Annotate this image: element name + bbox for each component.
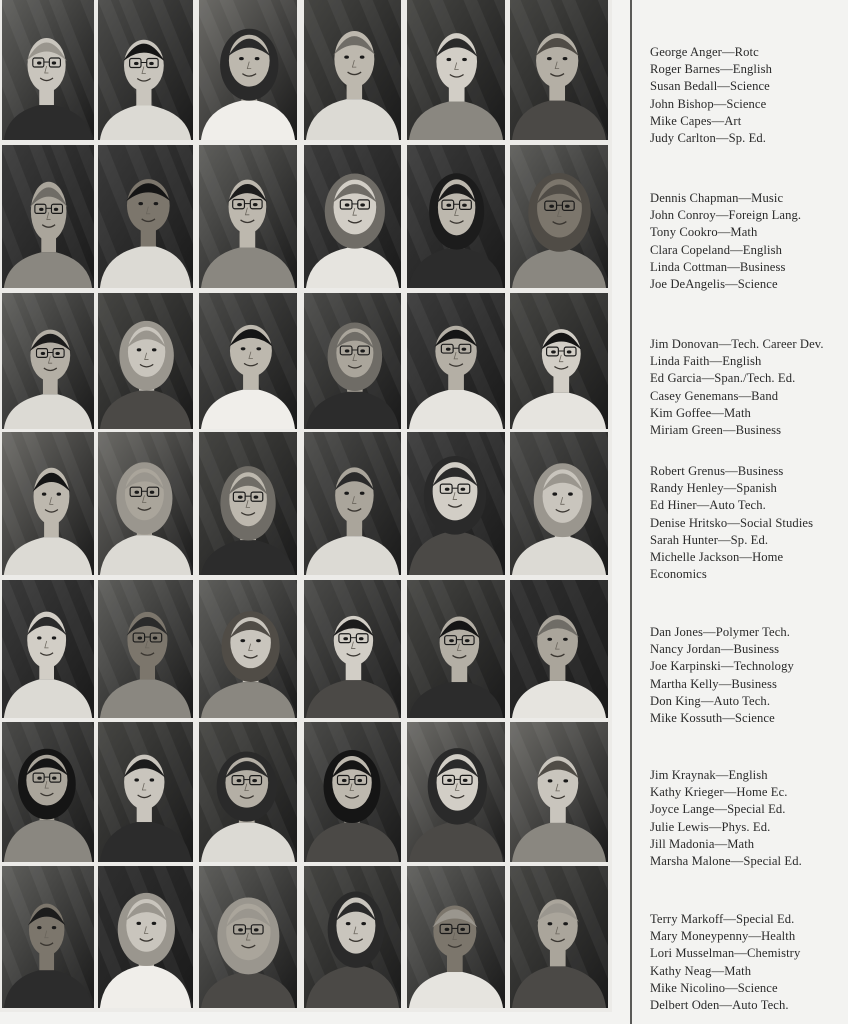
faculty-name-entry: Sarah Hunter—Sp. Ed. [650,532,769,547]
faculty-name-entry: Don King—Auto Tech. [650,693,771,708]
faculty-name-entry: Roger Barnes—English [650,62,772,77]
faculty-name-entry: Joyce Lange—Special Ed. [650,802,786,817]
faculty-portrait-photo [304,580,401,718]
faculty-portrait-photo [98,0,193,140]
faculty-name-entry: Jim Donovan—Tech. Career Dev. [650,337,824,351]
faculty-name-entry: Kathy Neag—Math [650,963,752,978]
faculty-portrait-photo [2,580,94,718]
faculty-name-entry: Clara Copeland—English [650,242,782,257]
faculty-portrait-photo [2,293,94,429]
faculty-name-entry: Denise Hritsko—Social Studies [650,515,814,530]
faculty-name-entry: Kim Goffee—Math [650,405,751,420]
faculty-portrait-photo [98,293,193,429]
faculty-name-entry: Mike Kossuth—Science [650,711,775,726]
faculty-portrait-photo [407,722,505,862]
faculty-name-entry: Jim Kraynak—English [650,768,768,782]
name-group-row-3 [650,336,848,439]
faculty-portrait-photo [304,722,401,862]
faculty-name-entry: George Anger—Rotc [650,45,759,59]
faculty-portrait-photo [510,432,608,575]
faculty-portrait-photo [2,866,94,1008]
faculty-portrait-photo [199,432,297,575]
faculty-name-entry: Miriam Green—Business [650,423,782,438]
faculty-portrait-photo [98,145,193,288]
faculty-name-entry: Terry Markoff—Special Ed. [650,912,795,926]
faculty-portrait-photo [510,580,608,718]
faculty-name-entry: Ed Garcia—Span./Tech. Ed. [650,371,796,386]
faculty-portrait-photo [2,722,94,862]
faculty-name-entry: Mike Nicolino—Science [650,980,778,995]
faculty-portrait-photo [199,0,297,140]
name-group-row-6 [650,767,848,870]
faculty-portrait-photo [304,866,401,1008]
faculty-name-entry: Mary Moneypenny—Health [650,929,796,944]
faculty-portrait-photo [2,0,94,140]
faculty-name-entry: Randy Henley—Spanish [650,481,777,496]
faculty-portrait-photo [304,432,401,575]
faculty-name-entry: Joe Karpinski—Technology [650,659,794,674]
faculty-portrait-photo [510,293,608,429]
faculty-portrait-photo [98,866,193,1008]
name-group-row-4 [650,463,848,583]
faculty-portrait-photo [510,866,608,1008]
name-group-row-5 [650,624,848,727]
faculty-name-entry: Michelle Jackson—Home Economics [650,550,784,582]
faculty-name-entry: Linda Cottman—Business [650,259,786,274]
faculty-portrait-photo [2,432,94,575]
faculty-portrait-photo [304,0,401,140]
faculty-name-entry: Tony Cookro—Math [650,225,758,240]
faculty-portrait-photo [510,145,608,288]
faculty-name-entry: Marsha Malone—Special Ed. [650,854,802,869]
name-group-row-1 [650,44,848,147]
faculty-portrait-photo [304,145,401,288]
faculty-portrait-photo [199,145,297,288]
faculty-name-entry: Dennis Chapman—Music [650,191,784,205]
faculty-portrait-photo [407,866,505,1008]
faculty-name-entry: Kathy Krieger—Home Ec. [650,785,788,800]
faculty-portrait-photo [407,580,505,718]
faculty-portrait-photo [510,0,608,140]
faculty-name-entry: Nancy Jordan—Business [650,642,780,657]
faculty-name-entry: Jill Madonia—Math [650,836,755,851]
faculty-name-entry: Mike Capes—Art [650,113,742,128]
column-divider [630,0,632,1024]
faculty-name-entry: Dan Jones—Polymer Tech. [650,625,791,639]
faculty-name-entry: Casey Genemans—Band [650,388,779,403]
faculty-name-entry: Linda Faith—English [650,354,762,369]
faculty-portrait-photo [407,432,505,575]
faculty-portrait-photo [199,722,297,862]
faculty-name-entry: Joe DeAngelis—Science [650,277,778,292]
faculty-portrait-photo [98,722,193,862]
faculty-name-entry: Robert Grenus—Business [650,464,784,478]
faculty-name-entry: John Bishop—Science [650,96,767,111]
faculty-name-entry: Lori Musselman—Chemistry [650,946,801,961]
faculty-portrait-photo [407,293,505,429]
faculty-portrait-photo [199,866,297,1008]
faculty-name-entry: Martha Kelly—Business [650,676,777,691]
faculty-name-list [650,0,848,1024]
faculty-portrait-photo [2,145,94,288]
faculty-portrait-photo [98,432,193,575]
name-group-row-7 [650,911,848,1014]
faculty-name-entry: John Conroy—Foreign Lang. [650,208,802,223]
faculty-portrait-photo [98,580,193,718]
faculty-name-entry: Ed Hiner—Auto Tech. [650,498,766,513]
name-group-row-2 [650,190,848,293]
faculty-name-entry: Susan Bedall—Science [650,79,770,94]
faculty-portrait-photo [304,293,401,429]
faculty-portrait-photo [407,0,505,140]
faculty-portrait-photo [199,293,297,429]
faculty-name-entry: Julie Lewis—Phys. Ed. [650,819,771,834]
faculty-portrait-photo [407,145,505,288]
faculty-portrait-photo [510,722,608,862]
faculty-name-entry: Judy Carlton—Sp. Ed. [650,131,767,146]
faculty-name-entry: Delbert Oden—Auto Tech. [650,998,789,1013]
faculty-portrait-photo [199,580,297,718]
